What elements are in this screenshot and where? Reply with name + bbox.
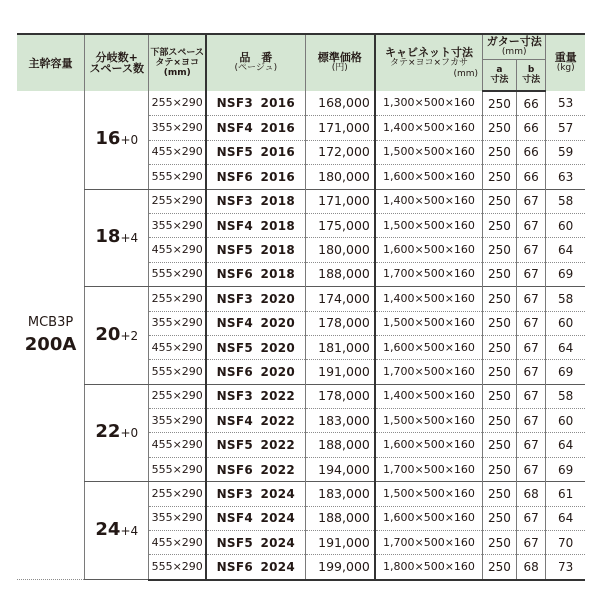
- lower-space-dim: 255×290: [149, 384, 206, 408]
- standard-price: 172,000: [305, 140, 375, 164]
- header-branch-spaces-line1: 分岐数+: [95, 51, 138, 64]
- cabinet-dim: 1,600×500×160: [375, 335, 483, 359]
- cabinet-dim: 1,500×500×160: [375, 140, 483, 164]
- gutter-a: 250: [483, 311, 517, 335]
- standard-price: 188,000: [305, 506, 375, 530]
- spare-count: +0: [120, 426, 139, 441]
- cabinet-dim: 1,800×500×160: [375, 555, 483, 580]
- weight: 57: [546, 116, 585, 140]
- lower-space-dim: 555×290: [149, 360, 206, 384]
- weight: 73: [546, 555, 585, 580]
- standard-price: 175,000: [305, 213, 375, 237]
- header-lower-space: [149, 34, 206, 91]
- header-branch-spaces-line2: スペース数: [89, 62, 144, 75]
- header-lower-space-line1: 下部スペース: [150, 48, 204, 58]
- weight: 60: [546, 409, 585, 433]
- header-price-line2: (円): [331, 63, 348, 73]
- cabinet-dim: 1,400×500×160: [375, 189, 483, 213]
- gutter-b: 66: [516, 91, 546, 116]
- header-weight-line1: 重量: [554, 51, 577, 64]
- lower-space-dim: 255×290: [149, 91, 206, 116]
- weight: 53: [546, 91, 585, 116]
- gutter-a: 250: [483, 506, 517, 530]
- standard-price: 183,000: [305, 482, 375, 506]
- model-number: NSF5 2020: [206, 335, 305, 359]
- gutter-b: 67: [516, 335, 546, 359]
- cabinet-dim: 1,500×500×160: [375, 213, 483, 237]
- gutter-a: 250: [483, 213, 517, 237]
- spare-count: +2: [120, 328, 139, 343]
- model-number: NSF4 2020: [206, 311, 305, 335]
- table-body: [17, 91, 585, 580]
- lower-space-dim: 255×290: [149, 287, 206, 311]
- standard-price: 178,000: [305, 311, 375, 335]
- model-number: NSF3 2020: [206, 287, 305, 311]
- gutter-a: 250: [483, 482, 517, 506]
- gutter-a: 250: [483, 555, 517, 580]
- gutter-b: 66: [516, 140, 546, 164]
- gutter-b: 67: [516, 360, 546, 384]
- gutter-b: 67: [516, 506, 546, 530]
- header-gutter-unit: (mm): [501, 47, 527, 57]
- standard-price: 178,000: [305, 384, 375, 408]
- lower-space-dim: 555×290: [149, 262, 206, 286]
- weight: 58: [546, 189, 585, 213]
- header-gutter-b: [516, 60, 546, 92]
- gutter-a: 250: [483, 433, 517, 457]
- cabinet-dim: 1,300×500×160: [375, 91, 483, 116]
- gutter-a: 250: [483, 409, 517, 433]
- lower-space-dim: 455×290: [149, 238, 206, 262]
- lower-space-dim: 355×290: [149, 311, 206, 335]
- standard-price: 181,000: [305, 335, 375, 359]
- weight: 59: [546, 140, 585, 164]
- header-weight-line2: (kg): [556, 63, 575, 73]
- lower-space-dim: 455×290: [149, 531, 206, 555]
- standard-price: 191,000: [305, 531, 375, 555]
- weight: 58: [546, 384, 585, 408]
- gutter-b: 68: [516, 555, 546, 580]
- header-cabinet: [375, 34, 483, 91]
- branch-count-cell: [85, 91, 149, 189]
- branch-count-cell: [85, 482, 149, 580]
- cabinet-dim: 1,400×500×160: [375, 287, 483, 311]
- lower-space-dim: 455×290: [149, 140, 206, 164]
- cabinet-dim: 1,700×500×160: [375, 457, 483, 481]
- header-model: [206, 34, 305, 91]
- model-number: NSF3 2018: [206, 189, 305, 213]
- standard-price: 188,000: [305, 433, 375, 457]
- header-gutter-b-line1: b: [527, 65, 535, 75]
- standard-price: 183,000: [305, 409, 375, 433]
- gutter-b: 67: [516, 213, 546, 237]
- weight: 69: [546, 262, 585, 286]
- cabinet-dim: 1,600×500×160: [375, 165, 483, 189]
- model-number: NSF5 2016: [206, 140, 305, 164]
- cabinet-dim: 1,500×500×160: [375, 311, 483, 335]
- model-number: NSF6 2016: [206, 165, 305, 189]
- gutter-a: 250: [483, 457, 517, 481]
- header-gutter-b-line2: 寸法: [522, 75, 541, 85]
- lower-space-dim: 455×290: [149, 335, 206, 359]
- standard-price: 171,000: [305, 189, 375, 213]
- gutter-a: 250: [483, 384, 517, 408]
- gutter-a: 250: [483, 360, 517, 384]
- model-number: NSF6 2020: [206, 360, 305, 384]
- lower-space-dim: 355×290: [149, 213, 206, 237]
- cabinet-dim: 1,700×500×160: [375, 360, 483, 384]
- gutter-b: 67: [516, 262, 546, 286]
- weight: 69: [546, 457, 585, 481]
- lower-space-dim: 355×290: [149, 409, 206, 433]
- standard-price: 199,000: [305, 555, 375, 580]
- main-breaker: MCB3P: [27, 315, 74, 331]
- gutter-b: 67: [516, 311, 546, 335]
- table-row: [17, 384, 585, 408]
- gutter-a: 250: [483, 189, 517, 213]
- spare-count: +4: [120, 524, 139, 539]
- header-lower-space-unit: (mm): [163, 68, 191, 78]
- weight: 60: [546, 311, 585, 335]
- model-number: NSF4 2024: [206, 506, 305, 530]
- model-number: NSF6 2022: [206, 457, 305, 481]
- header-weight: [546, 34, 585, 91]
- model-number: NSF3 2024: [206, 482, 305, 506]
- branch-count: 18: [95, 226, 121, 248]
- branch-count: 22: [95, 421, 121, 443]
- standard-price: 168,000: [305, 91, 375, 116]
- cabinet-dim: 1,400×500×160: [375, 116, 483, 140]
- lower-space-dim: 455×290: [149, 433, 206, 457]
- lower-space-dim: 555×290: [149, 555, 206, 580]
- lower-space-dim: 555×290: [149, 457, 206, 481]
- weight: 58: [546, 287, 585, 311]
- gutter-b: 67: [516, 457, 546, 481]
- header-gutter-a-line1: a: [496, 65, 503, 75]
- header-lower-space-line2: タテ×ヨコ: [155, 58, 199, 68]
- weight: 64: [546, 506, 585, 530]
- model-number: NSF5 2018: [206, 238, 305, 262]
- standard-price: 194,000: [305, 457, 375, 481]
- branch-count: 16: [95, 128, 121, 150]
- cabinet-dim: 1,600×500×160: [375, 238, 483, 262]
- gutter-a: 250: [483, 531, 517, 555]
- gutter-b: 67: [516, 287, 546, 311]
- header-gutter-a-line2: 寸法: [490, 75, 509, 85]
- standard-price: 180,000: [305, 165, 375, 189]
- standard-price: 171,000: [305, 116, 375, 140]
- weight: 69: [546, 360, 585, 384]
- spare-count: +4: [120, 231, 139, 246]
- branch-count: 24: [95, 519, 121, 541]
- gutter-b: 67: [516, 433, 546, 457]
- model-number: NSF6 2018: [206, 262, 305, 286]
- model-number: NSF5 2022: [206, 433, 305, 457]
- header-price-line1: 標準価格: [317, 51, 362, 64]
- standard-price: 191,000: [305, 360, 375, 384]
- gutter-a: 250: [483, 238, 517, 262]
- gutter-b: 66: [516, 165, 546, 189]
- gutter-a: 250: [483, 262, 517, 286]
- main-capacity-cell: [17, 91, 85, 580]
- header-main-capacity: 主幹容量: [17, 34, 85, 91]
- weight: 64: [546, 335, 585, 359]
- header-price: [305, 34, 375, 91]
- standard-price: 188,000: [305, 262, 375, 286]
- lower-space-dim: 355×290: [149, 506, 206, 530]
- header-cabinet-line2: タテ×ヨコ×フカサ: [389, 57, 468, 68]
- spec-table: [17, 33, 585, 581]
- lower-space-dim: 355×290: [149, 116, 206, 140]
- gutter-b: 66: [516, 116, 546, 140]
- branch-count-cell: [85, 287, 149, 385]
- lower-space-dim: 255×290: [149, 189, 206, 213]
- weight: 64: [546, 433, 585, 457]
- gutter-b: 67: [516, 238, 546, 262]
- main-amps: 200A: [24, 334, 77, 356]
- gutter-a: 250: [483, 165, 517, 189]
- gutter-a: 250: [483, 287, 517, 311]
- weight: 70: [546, 531, 585, 555]
- table-row: [17, 287, 585, 311]
- gutter-a: 250: [483, 335, 517, 359]
- header-gutter-a: [483, 60, 517, 92]
- branch-count: 20: [95, 323, 121, 345]
- model-number: NSF4 2018: [206, 213, 305, 237]
- header-model-line1: 品 番: [239, 51, 273, 64]
- weight: 63: [546, 165, 585, 189]
- cabinet-dim: 1,700×500×160: [375, 531, 483, 555]
- gutter-b: 67: [516, 409, 546, 433]
- cabinet-dim: 1,400×500×160: [375, 384, 483, 408]
- model-number: NSF6 2024: [206, 555, 305, 580]
- model-number: NSF3 2016: [206, 91, 305, 116]
- gutter-a: 250: [483, 91, 517, 116]
- weight: 64: [546, 238, 585, 262]
- cabinet-dim: 1,500×500×160: [375, 409, 483, 433]
- gutter-a: 250: [483, 140, 517, 164]
- table-row: [17, 189, 585, 213]
- header-model-line2: (ページュ): [234, 63, 278, 73]
- gutter-b: 67: [516, 189, 546, 213]
- header-gutter: [483, 34, 546, 60]
- lower-space-dim: 555×290: [149, 165, 206, 189]
- gutter-b: 67: [516, 384, 546, 408]
- standard-price: 174,000: [305, 287, 375, 311]
- cabinet-dim: 1,700×500×160: [375, 262, 483, 286]
- model-number: NSF3 2022: [206, 384, 305, 408]
- gutter-b: 67: [516, 531, 546, 555]
- gutter-b: 68: [516, 482, 546, 506]
- branch-count-cell: [85, 384, 149, 482]
- header-branch-spaces: [85, 34, 149, 91]
- header-gutter-line1: ガター寸法: [486, 35, 542, 48]
- cabinet-dim: 1,600×500×160: [375, 506, 483, 530]
- table-row: [17, 91, 585, 116]
- header-cabinet-line1: キャビネット寸法: [384, 45, 473, 59]
- model-number: NSF5 2024: [206, 531, 305, 555]
- model-number: NSF4 2022: [206, 409, 305, 433]
- standard-price: 180,000: [305, 238, 375, 262]
- spare-count: +0: [120, 133, 139, 148]
- header-cabinet-unit: (mm): [453, 68, 479, 79]
- cabinet-dim: 1,500×500×160: [375, 482, 483, 506]
- lower-space-dim: 255×290: [149, 482, 206, 506]
- gutter-a: 250: [483, 116, 517, 140]
- weight: 61: [546, 482, 585, 506]
- cabinet-dim: 1,600×500×160: [375, 433, 483, 457]
- model-number: NSF4 2016: [206, 116, 305, 140]
- weight: 60: [546, 213, 585, 237]
- table-row: [17, 482, 585, 506]
- branch-count-cell: [85, 189, 149, 287]
